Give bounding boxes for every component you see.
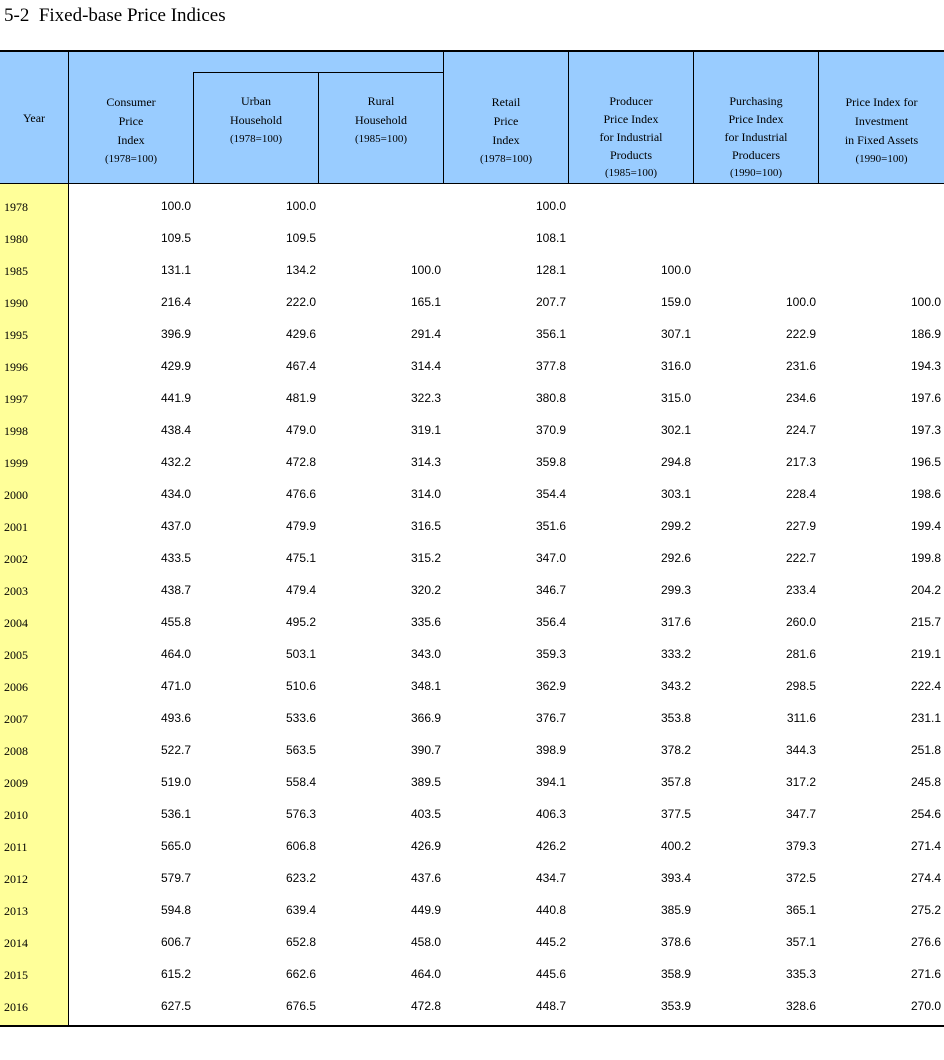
header-line: Producers [732, 148, 780, 162]
value-cell: 398.9 [535, 743, 566, 757]
value-cell: 100.0 [160, 199, 191, 213]
value-cell: 351.6 [535, 519, 566, 533]
header-line: Price [118, 113, 144, 128]
table-row [0, 316, 944, 348]
value-cell: 662.6 [285, 967, 316, 981]
header-urban-household [194, 80, 318, 162]
value-cell: 379.3 [785, 839, 816, 853]
value-cell: 481.9 [285, 391, 316, 405]
table-row [0, 540, 944, 572]
value-cell: 291.4 [410, 327, 441, 341]
value-cell: 199.8 [910, 551, 941, 565]
year-cell: 2007 [4, 712, 28, 726]
year-cell: 2015 [4, 968, 28, 982]
value-cell: 441.9 [160, 391, 191, 405]
header-line: Rural [367, 94, 395, 108]
table-row [0, 636, 944, 668]
year-cell: 1980 [4, 232, 28, 246]
header-investment-price-index [819, 80, 944, 180]
year-cell: 1997 [4, 392, 28, 406]
table-row [0, 956, 944, 988]
year-cell: 2001 [4, 520, 28, 534]
value-cell: 215.7 [910, 615, 941, 629]
value-cell: 472.8 [410, 999, 441, 1013]
value-cell: 358.9 [660, 967, 691, 981]
value-cell: 222.0 [285, 295, 316, 309]
header-line: Price Index for [845, 94, 918, 109]
value-cell: 434.0 [160, 487, 191, 501]
year-cell: 1990 [4, 296, 28, 310]
value-cell: 328.6 [785, 999, 816, 1013]
value-cell: 366.9 [410, 711, 441, 725]
value-cell: 100.0 [785, 295, 816, 309]
value-cell: 353.8 [660, 711, 691, 725]
header-line: Price Index [728, 112, 784, 126]
value-cell: 333.2 [660, 647, 691, 661]
year-cell: 1985 [4, 264, 28, 278]
value-cell: 271.6 [910, 967, 941, 981]
value-cell: 503.1 [285, 647, 316, 661]
header-base: (1978=100) [104, 152, 158, 165]
value-cell: 359.8 [535, 455, 566, 469]
value-cell: 100.0 [910, 295, 941, 309]
header-rural-household [319, 80, 443, 162]
header-purchasing-price-index [694, 92, 818, 184]
value-cell: 271.4 [910, 839, 941, 853]
value-cell: 207.7 [535, 295, 566, 309]
year-cell: 2010 [4, 808, 28, 822]
value-cell: 606.8 [285, 839, 316, 853]
value-cell: 403.5 [410, 807, 441, 821]
table-row [0, 508, 944, 540]
table-row [0, 700, 944, 732]
value-cell: 438.4 [160, 423, 191, 437]
value-cell: 317.2 [785, 775, 816, 789]
value-cell: 245.8 [910, 775, 941, 789]
year-cell: 2005 [4, 648, 28, 662]
header-line: Price Index [603, 112, 659, 126]
value-cell: 314.3 [410, 455, 441, 469]
value-cell: 563.5 [285, 743, 316, 757]
value-cell: 429.9 [160, 359, 191, 373]
value-cell: 344.3 [785, 743, 816, 757]
value-cell: 314.4 [410, 359, 441, 373]
value-cell: 365.1 [785, 903, 816, 917]
value-cell: 299.2 [660, 519, 691, 533]
value-cell: 400.2 [660, 839, 691, 853]
value-cell: 294.8 [660, 455, 691, 469]
value-cell: 359.3 [535, 647, 566, 661]
value-cell: 437.6 [410, 871, 441, 885]
value-cell: 322.3 [410, 391, 441, 405]
value-cell: 196.5 [910, 455, 941, 469]
value-cell: 376.7 [535, 711, 566, 725]
value-cell: 194.3 [910, 359, 941, 373]
value-cell: 276.6 [910, 935, 941, 949]
value-cell: 440.8 [535, 903, 566, 917]
value-cell: 186.9 [910, 327, 941, 341]
header-line: Household [355, 113, 407, 127]
value-cell: 479.4 [285, 583, 316, 597]
table-bottom-rule [0, 1025, 944, 1027]
value-cell: 347.7 [785, 807, 816, 821]
table-row [0, 892, 944, 924]
value-cell: 357.8 [660, 775, 691, 789]
value-cell: 429.6 [285, 327, 316, 341]
value-cell: 479.9 [285, 519, 316, 533]
value-cell: 108.1 [535, 231, 566, 245]
value-cell: 292.6 [660, 551, 691, 565]
value-cell: 432.2 [160, 455, 191, 469]
value-cell: 299.3 [660, 583, 691, 597]
year-cell: 2002 [4, 552, 28, 566]
value-cell: 199.4 [910, 519, 941, 533]
value-cell: 458.0 [410, 935, 441, 949]
value-cell: 316.5 [410, 519, 441, 533]
header-line: Retail [491, 94, 521, 109]
value-cell: 606.7 [160, 935, 191, 949]
value-cell: 100.0 [535, 199, 566, 213]
header-year-label: Year [22, 110, 46, 125]
value-cell: 380.8 [535, 391, 566, 405]
value-cell: 437.0 [160, 519, 191, 533]
value-cell: 159.0 [660, 295, 691, 309]
header-line: Urban [241, 94, 271, 108]
year-cell: 2016 [4, 1000, 28, 1014]
header-base: (1990=100) [729, 167, 783, 179]
value-cell: 197.6 [910, 391, 941, 405]
header-line: Index [117, 132, 145, 147]
value-cell: 378.6 [660, 935, 691, 949]
value-cell: 233.4 [785, 583, 816, 597]
value-cell: 260.0 [785, 615, 816, 629]
value-cell: 370.9 [535, 423, 566, 437]
table-row [0, 348, 944, 380]
value-cell: 165.1 [410, 295, 441, 309]
value-cell: 100.0 [410, 263, 441, 277]
value-cell: 347.0 [535, 551, 566, 565]
table-top-rule [0, 50, 944, 52]
table-row [0, 444, 944, 476]
value-cell: 433.5 [160, 551, 191, 565]
value-cell: 224.7 [785, 423, 816, 437]
table-row [0, 988, 944, 1020]
year-cell: 2006 [4, 680, 28, 694]
year-cell: 1998 [4, 424, 28, 438]
value-cell: 320.2 [410, 583, 441, 597]
year-cell: 2013 [4, 904, 28, 918]
value-cell: 426.2 [535, 839, 566, 853]
value-cell: 536.1 [160, 807, 191, 821]
value-cell: 348.1 [410, 679, 441, 693]
year-cell: 1995 [4, 328, 28, 342]
value-cell: 275.2 [910, 903, 941, 917]
year-cell: 1978 [4, 200, 28, 214]
header-line: Purchasing [729, 94, 783, 108]
header-base: (1978=100) [479, 152, 533, 165]
table-row [0, 796, 944, 828]
table-row [0, 220, 944, 252]
value-cell: 472.8 [285, 455, 316, 469]
year-cell: 1999 [4, 456, 28, 470]
table-body [0, 188, 944, 1020]
value-cell: 623.2 [285, 871, 316, 885]
value-cell: 109.5 [160, 231, 191, 245]
value-cell: 357.1 [785, 935, 816, 949]
value-cell: 639.4 [285, 903, 316, 917]
header-line: Household [230, 113, 282, 127]
value-cell: 311.6 [786, 711, 816, 725]
header-producer-price-index [569, 92, 693, 184]
value-cell: 426.9 [410, 839, 441, 853]
value-cell: 234.6 [785, 391, 816, 405]
value-cell: 316.0 [660, 359, 691, 373]
year-cell: 2004 [4, 616, 28, 630]
value-cell: 131.1 [160, 263, 191, 277]
value-cell: 346.7 [535, 583, 566, 597]
value-cell: 565.0 [160, 839, 191, 853]
header-base: (1985=100) [604, 167, 658, 179]
table-row [0, 860, 944, 892]
value-cell: 438.7 [160, 583, 191, 597]
header-base: (1990=100) [855, 152, 908, 165]
value-cell: 475.1 [285, 551, 316, 565]
value-cell: 385.9 [660, 903, 691, 917]
value-cell: 227.9 [785, 519, 816, 533]
value-cell: 389.5 [410, 775, 441, 789]
value-cell: 356.4 [535, 615, 566, 629]
value-cell: 377.8 [535, 359, 566, 373]
value-cell: 455.8 [160, 615, 191, 629]
value-cell: 464.0 [160, 647, 191, 661]
table-row [0, 252, 944, 284]
page-title: 5-2 Fixed-base Price Indices [4, 5, 226, 26]
value-cell: 315.2 [410, 551, 441, 565]
value-cell: 594.8 [160, 903, 191, 917]
header-consumer-price-index [69, 80, 193, 180]
value-cell: 471.0 [160, 679, 191, 693]
table-row [0, 572, 944, 604]
value-cell: 134.2 [285, 263, 316, 277]
value-cell: 676.5 [285, 999, 316, 1013]
value-cell: 476.6 [285, 487, 316, 501]
value-cell: 579.7 [160, 871, 191, 885]
value-cell: 222.4 [910, 679, 941, 693]
header-line: Products [610, 148, 652, 162]
value-cell: 356.1 [535, 327, 566, 341]
header-line: Price [493, 113, 519, 128]
value-cell: 378.2 [660, 743, 691, 757]
value-cell: 281.6 [785, 647, 816, 661]
header-line: Producer [609, 94, 653, 108]
table-row [0, 284, 944, 316]
value-cell: 652.8 [285, 935, 316, 949]
value-cell: 231.6 [785, 359, 816, 373]
value-cell: 298.5 [785, 679, 816, 693]
value-cell: 319.1 [410, 423, 441, 437]
header-line: for Industrial [724, 130, 788, 144]
value-cell: 449.9 [410, 903, 441, 917]
value-cell: 254.6 [910, 807, 941, 821]
value-cell: 109.5 [285, 231, 316, 245]
value-cell: 396.9 [160, 327, 191, 341]
value-cell: 353.9 [660, 999, 691, 1013]
table-row [0, 732, 944, 764]
value-cell: 495.2 [285, 615, 316, 629]
header-base: (1978=100) [229, 133, 283, 145]
year-cell: 1996 [4, 360, 28, 374]
value-cell: 251.8 [910, 743, 941, 757]
year-cell: 2008 [4, 744, 28, 758]
value-cell: 493.6 [160, 711, 191, 725]
value-cell: 434.7 [535, 871, 566, 885]
value-cell: 393.4 [660, 871, 691, 885]
table-row [0, 828, 944, 860]
value-cell: 343.0 [410, 647, 441, 661]
value-cell: 222.7 [785, 551, 816, 565]
year-cell: 2014 [4, 936, 28, 950]
value-cell: 307.1 [660, 327, 691, 341]
value-cell: 467.4 [285, 359, 316, 373]
header-line: Index [492, 132, 520, 147]
value-cell: 303.1 [660, 487, 691, 501]
value-cell: 197.3 [910, 423, 941, 437]
value-cell: 615.2 [160, 967, 191, 981]
value-cell: 519.0 [160, 775, 191, 789]
value-cell: 479.0 [285, 423, 316, 437]
value-cell: 335.6 [410, 615, 441, 629]
value-cell: 128.1 [535, 263, 566, 277]
table-row [0, 476, 944, 508]
value-cell: 533.6 [285, 711, 316, 725]
value-cell: 317.6 [660, 615, 691, 629]
value-cell: 390.7 [410, 743, 441, 757]
value-cell: 372.5 [785, 871, 816, 885]
value-cell: 302.1 [660, 423, 691, 437]
year-cell: 2003 [4, 584, 28, 598]
year-cell: 2000 [4, 488, 28, 502]
table-row [0, 764, 944, 796]
value-cell: 576.3 [285, 807, 316, 821]
table-row [0, 668, 944, 700]
value-cell: 100.0 [285, 199, 316, 213]
header-line: Investment [854, 113, 909, 128]
value-cell: 198.6 [910, 487, 941, 501]
value-cell: 362.9 [535, 679, 566, 693]
value-cell: 231.1 [910, 711, 941, 725]
header-year [0, 52, 68, 184]
year-cell: 2012 [4, 872, 28, 886]
value-cell: 522.7 [160, 743, 191, 757]
header-line: in Fixed Assets [844, 132, 919, 147]
value-cell: 335.3 [785, 967, 816, 981]
table-row [0, 412, 944, 444]
value-cell: 464.0 [410, 967, 441, 981]
header-line: for Industrial [599, 130, 663, 144]
value-cell: 219.1 [910, 647, 941, 661]
value-cell: 394.1 [535, 775, 566, 789]
value-cell: 222.9 [785, 327, 816, 341]
value-cell: 406.3 [535, 807, 566, 821]
table-row [0, 380, 944, 412]
table-row [0, 924, 944, 956]
header-retail-price-index [444, 80, 568, 180]
value-cell: 445.6 [535, 967, 566, 981]
value-cell: 100.0 [660, 263, 691, 277]
value-cell: 445.2 [535, 935, 566, 949]
value-cell: 558.4 [285, 775, 316, 789]
value-cell: 314.0 [410, 487, 441, 501]
value-cell: 270.0 [910, 999, 941, 1013]
value-cell: 448.7 [535, 999, 566, 1013]
value-cell: 377.5 [660, 807, 691, 821]
header-base: (1985=100) [354, 133, 408, 145]
header-line: Consumer [106, 94, 156, 109]
value-cell: 204.2 [910, 583, 941, 597]
table-row [0, 188, 944, 220]
value-cell: 315.0 [660, 391, 691, 405]
table-row [0, 604, 944, 636]
value-cell: 343.2 [660, 679, 691, 693]
value-cell: 510.6 [285, 679, 316, 693]
year-cell: 2011 [4, 840, 28, 854]
value-cell: 354.4 [535, 487, 566, 501]
value-cell: 274.4 [910, 871, 941, 885]
value-cell: 217.3 [785, 455, 816, 469]
year-cell: 2009 [4, 776, 28, 790]
value-cell: 228.4 [785, 487, 816, 501]
value-cell: 216.4 [160, 295, 191, 309]
value-cell: 627.5 [160, 999, 191, 1013]
